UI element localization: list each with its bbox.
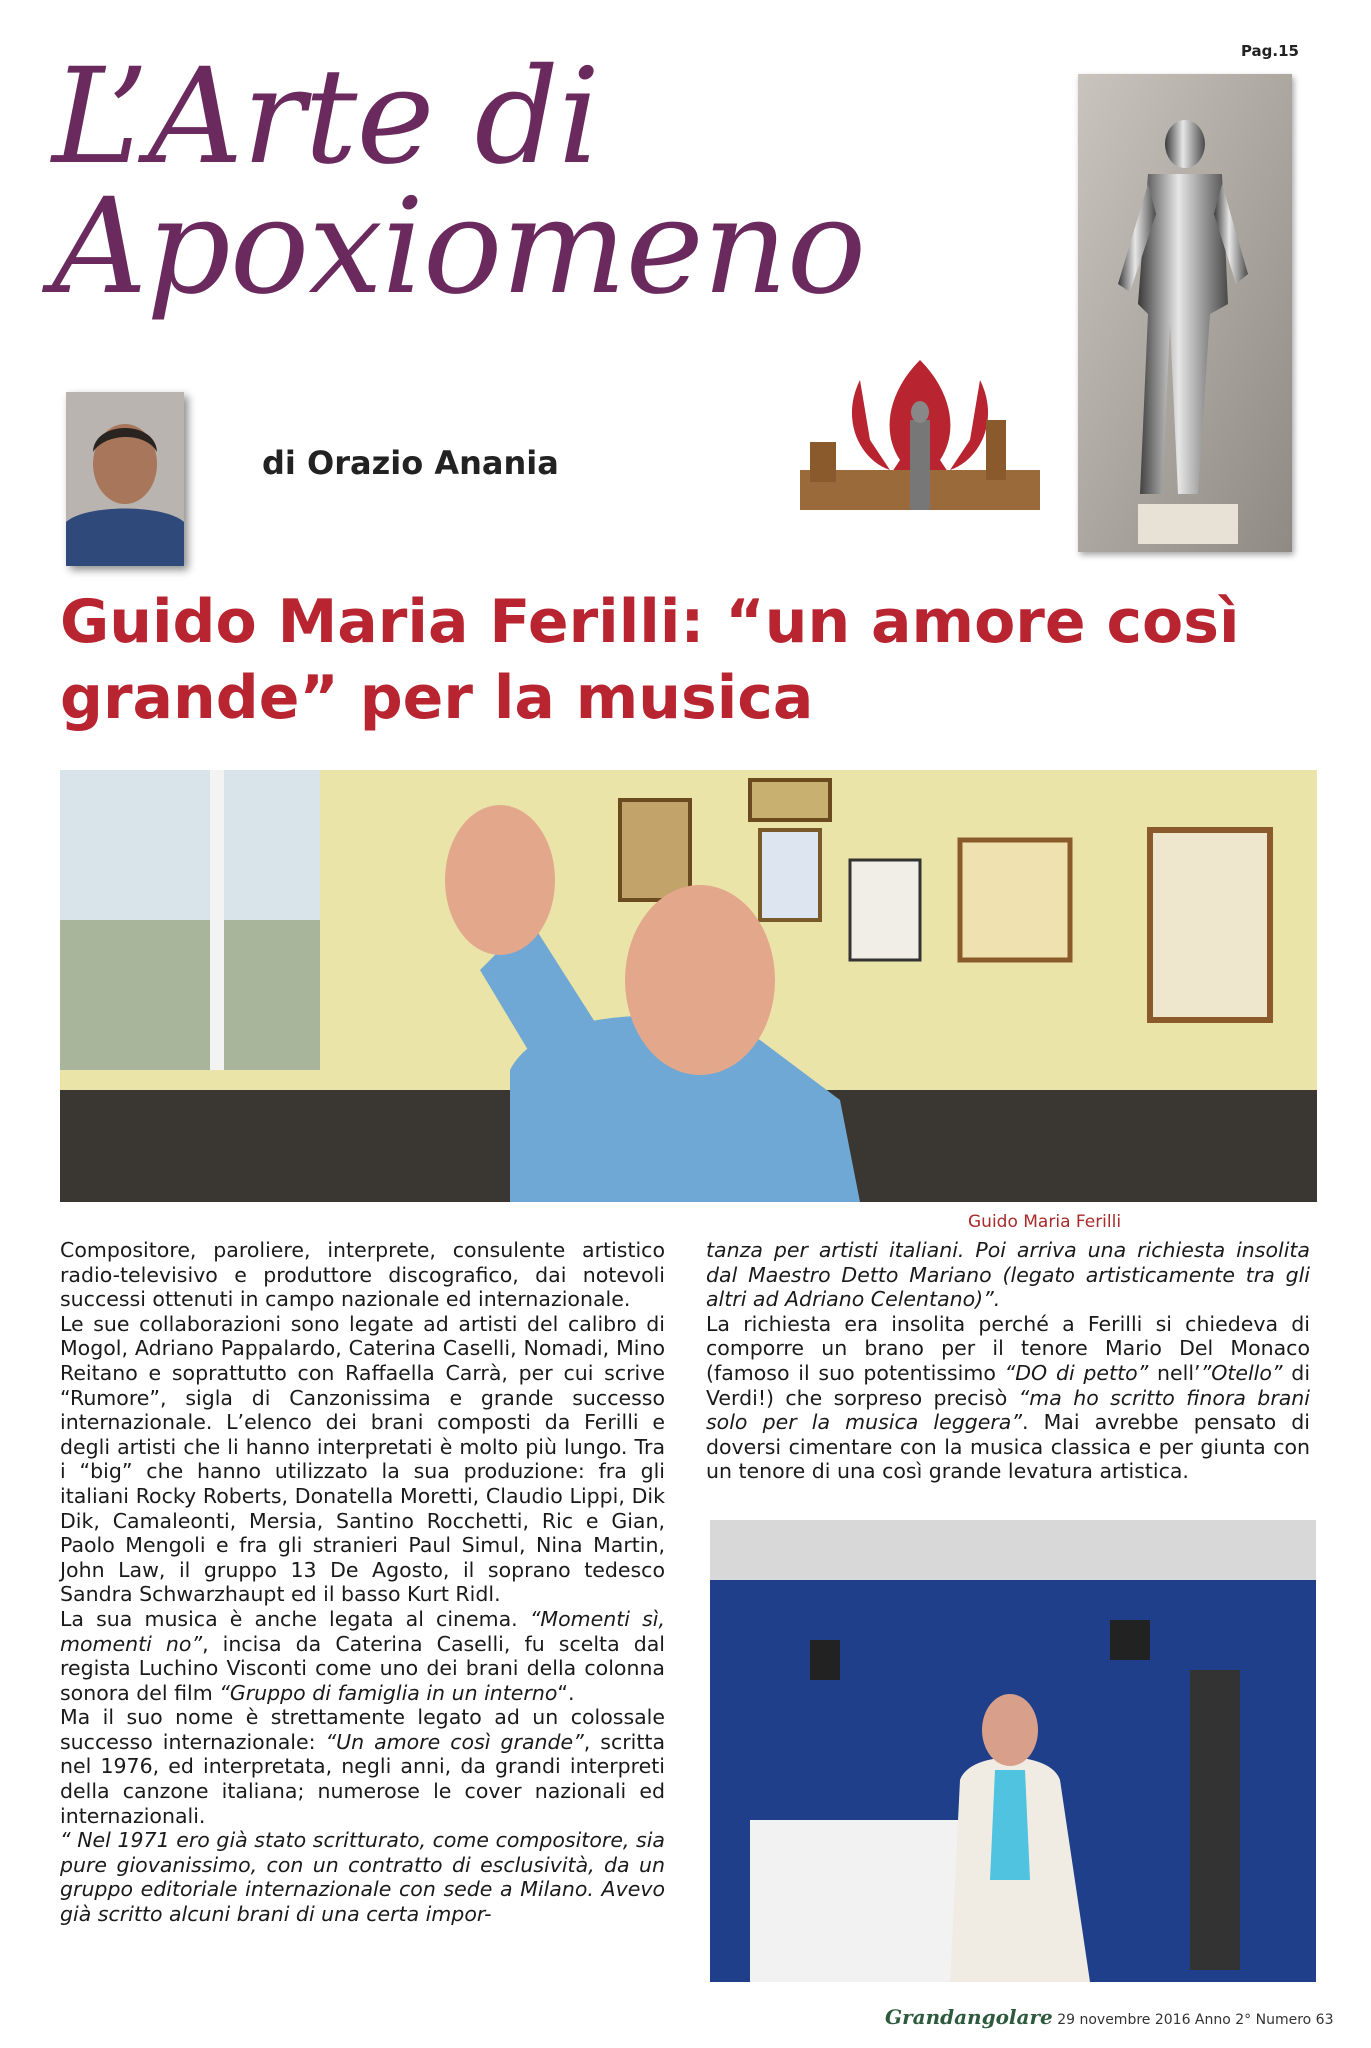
paragraph — [60, 1607, 665, 1705]
italic-text: “Momenti sì, momenti no” — [60, 1606, 665, 1656]
body-text: “. — [557, 1680, 575, 1705]
body-text: Compositore, paroliere, interprete, consulente artistico radio-televisivo e produttore discografico, dai notevoli successi ottenuti in campo nazionale ed internazionale. — [60, 1238, 665, 1312]
body-text: di Verdi!) che sorpreso precisò — [706, 1360, 1311, 1410]
column-title — [52, 40, 932, 324]
italic-text: tanza per artisti italiani. Poi arriva una richiesta insolita dal Maestro Detto Mariano (legato artisticamente tra gli altri ad Adriano Celentano)”. — [706, 1238, 1310, 1312]
body-text: La sua musica è anche legata al cinema. — [60, 1606, 530, 1631]
footer-details: 29 novembre 2016 Anno 2° Numero 63 — [1057, 2012, 1334, 2028]
body-text: Le sue collaborazioni sono legate ad artisti del calibro di Mogol, Adriano Pappalardo, Caterina Caselli, Nomadi, Mino Reitano e soprattutto con Raffaella Carrà, per cui scrive “Rumore”, sigla di Canzonissima e grande successo internazionale. L’elenco dei brani composti da Ferilli e degli artisti che li hanno interpretati è molto più lungo. Tra i “big” che hanno utilizzato la sua produzione: fra gli italiani Rocky Roberts, Donatella Moretti, Claudio Lippi, Dik Dik, Camaleonti, Mersia, Santino Rocchetti, Ric e Gian, Paolo Mengoli e fra gli stranieri Paul Simul, Nina Martin, John Law, il gruppo 13 De Agosto, il soprano tedesco Sandra Schwarzhaupt ed il basso Kurt Ridl. — [60, 1311, 665, 1607]
paragraph — [60, 1312, 665, 1607]
article-right-column — [706, 1238, 1310, 1484]
studio-photo — [710, 1520, 1316, 1982]
italic-text: “Un amore così grande” — [325, 1729, 584, 1754]
article-left-column — [60, 1238, 665, 1927]
italic-text: ”Otello” — [1200, 1360, 1283, 1385]
italic-text: “DO di petto” — [1004, 1360, 1149, 1385]
paragraph — [706, 1312, 1310, 1484]
statue-photo — [1078, 74, 1292, 552]
body-text: Ma il suo nome è strettamente legato ad un colossale successo internazionale: — [60, 1705, 665, 1754]
author-byline: di Orazio Anania — [262, 444, 559, 482]
florence-emblem — [800, 350, 1040, 520]
body-text: , scritta nel 1976, ed interpretata, negli anni, da grandi interpreti della canzone italiana; numerose le cover nazionali ed internazionali. — [60, 1729, 666, 1828]
body-text: . Mai avrebbe pensato di doversi cimentare con la musica classica e per giunta con un tenore di una così grande levatura artistica. — [706, 1410, 1310, 1484]
headline-line-2: grande” per la musica — [60, 663, 814, 733]
page-number: Pag.15 — [1240, 42, 1299, 60]
photo-caption: Guido Maria Ferilli — [968, 1212, 1122, 1232]
article-headline — [60, 584, 1320, 736]
headline-line-1: Guido Maria Ferilli: “un amore così — [60, 587, 1240, 657]
body-text: La richiesta era insolita perché a Ferilli si chiedeva di comporre un brano per il tenore Mario Del Monaco (famoso il suo potentissimo — [706, 1311, 1310, 1385]
author-photo — [66, 392, 184, 566]
footer — [885, 2005, 1334, 2029]
italic-text: “ Nel 1971 ero già stato scritturato, come compositore, sia pure giovanissimo, con un contratto di esclusività, da un gruppo editoriale internazionale con sede a Milano. Avevo già scritto alcuni brani di una certa impor- — [60, 1828, 665, 1927]
body-text: , incisa da Caterina Caselli, fu scelta dal regista Luchino Visconti come uno dei brani della colonna sonora del film — [60, 1631, 666, 1705]
footer-brand: Grandangolare — [885, 2005, 1053, 2029]
column-title-line-1: L’Arte di — [52, 40, 600, 194]
paragraph — [60, 1705, 665, 1828]
body-text: nell’ — [1148, 1360, 1201, 1385]
italic-text: “ma ho scritto finora brani solo per la musica leggera” — [706, 1385, 1310, 1435]
paragraph — [60, 1238, 665, 1312]
italic-text: “Gruppo di famiglia in un interno — [219, 1680, 558, 1705]
paragraph — [706, 1238, 1310, 1312]
paragraph — [60, 1828, 665, 1926]
main-photo — [60, 770, 1317, 1202]
column-title-line-2: Apoxiomeno — [52, 170, 866, 324]
